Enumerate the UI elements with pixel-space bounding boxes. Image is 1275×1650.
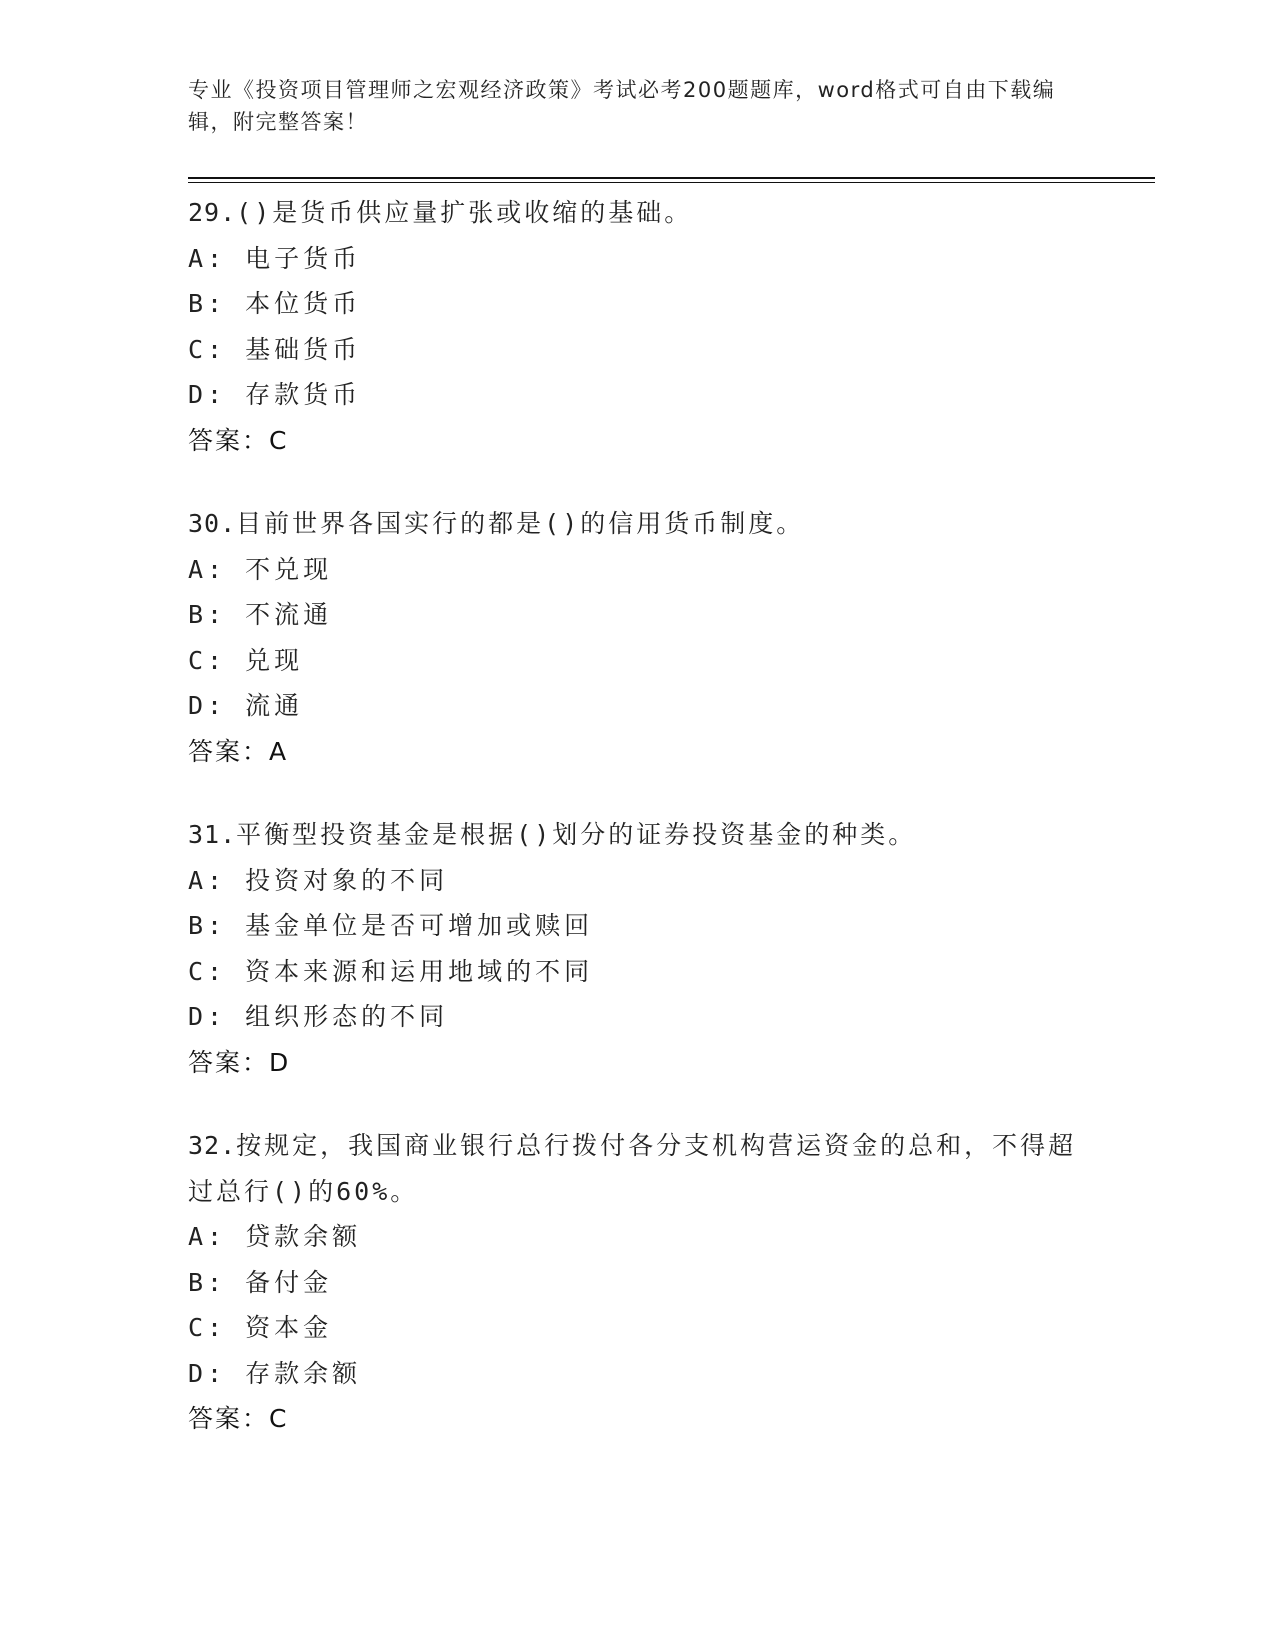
option-c: C: 基础货币 — [188, 334, 362, 364]
question-text: 按规定，我国商业银行总行拨付各分支机构营运资金的总和，不得超过总行()的60%。 — [188, 1131, 1077, 1206]
option-a: A: 贷款余额 — [188, 1222, 362, 1251]
document-header: 专业《投资项目管理师之宏观经济政策》考试必考200题题库，word格式可自由下载编辑，附完整答案！ — [188, 78, 1056, 134]
question-stem — [188, 1123, 1088, 1214]
answer-line: 答案：D — [188, 1047, 291, 1077]
question-number: 30. — [188, 509, 237, 538]
question-text: ()是货币供应量扩张或收缩的基础。 — [236, 198, 693, 227]
question-stem — [188, 190, 1088, 236]
question-29 — [188, 190, 1088, 463]
option-d: D: 存款余额 — [188, 1358, 362, 1388]
option-d: D: 存款货币 — [188, 380, 362, 409]
option-d: D: 流通 — [188, 691, 304, 720]
option-c: C: 兑现 — [188, 645, 304, 675]
option-c: C: 资本来源和运用地域的不同 — [188, 956, 594, 986]
question-31 — [188, 812, 1088, 1085]
question-32 — [188, 1123, 1088, 1442]
question-number: 32. — [188, 1131, 237, 1160]
question-stem — [188, 812, 1088, 858]
question-30 — [188, 501, 1088, 774]
option-c: C: 资本金 — [188, 1313, 333, 1342]
answer-line: 答案：A — [188, 736, 289, 766]
question-text: 平衡型投资基金是根据()划分的证券投资基金的种类。 — [236, 820, 917, 849]
option-d: D: 组织形态的不同 — [188, 1002, 449, 1031]
option-b: B: 本位货币 — [188, 289, 362, 318]
question-stem — [188, 501, 1088, 547]
option-a: A: 投资对象的不同 — [188, 865, 449, 895]
question-number: 29. — [188, 198, 237, 227]
option-a: A: 电子货币 — [188, 243, 362, 273]
question-text: 目前世界各国实行的都是()的信用货币制度。 — [236, 509, 805, 538]
header-divider-thick — [188, 177, 1155, 179]
question-list — [188, 190, 1088, 1480]
answer-line: 答案：C — [188, 425, 289, 455]
option-b: B: 不流通 — [188, 600, 333, 629]
question-number: 31. — [188, 820, 237, 849]
answer-line: 答案：C — [188, 1404, 289, 1433]
option-b: B: 基金单位是否可增加或赎回 — [188, 911, 594, 940]
option-b: B: 备付金 — [188, 1267, 333, 1297]
header-divider-thin — [188, 182, 1155, 183]
option-a: A: 不兑现 — [188, 554, 333, 584]
